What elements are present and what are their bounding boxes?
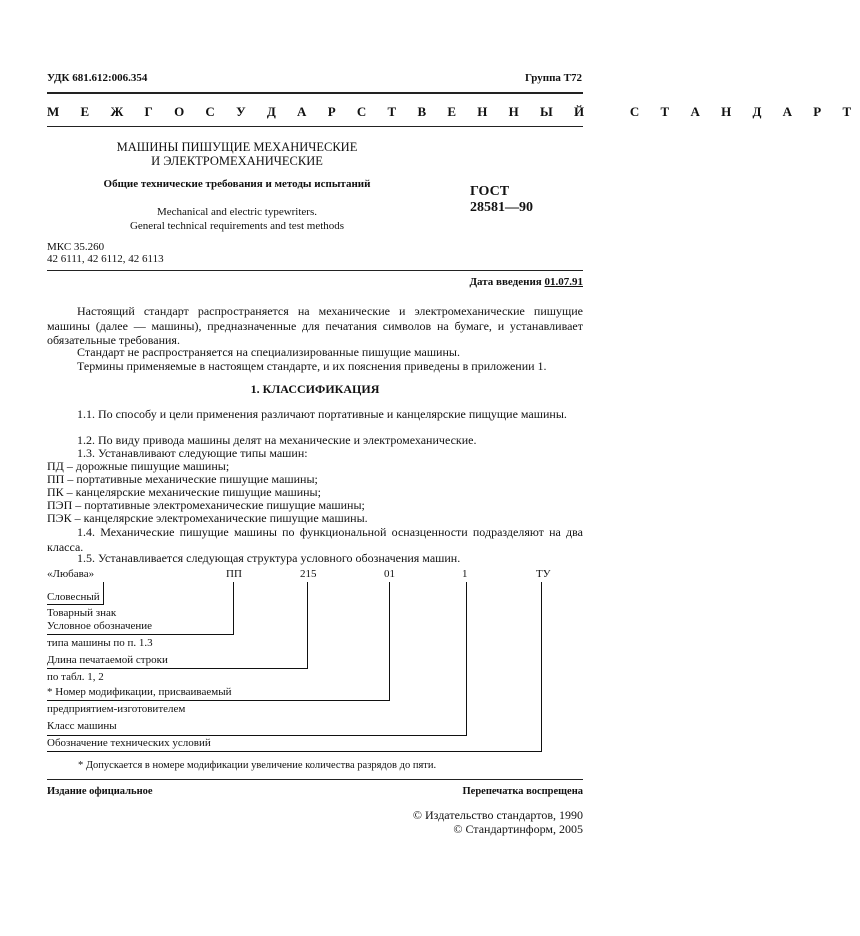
code-type: ПП <box>226 568 242 580</box>
okp-codes: 42 6111, 42 6112, 42 6113 <box>47 253 164 265</box>
footer-rule <box>47 779 583 780</box>
banner-rule <box>47 126 583 127</box>
connector-modification <box>389 582 390 700</box>
connector-length <box>307 582 308 668</box>
type-item: ПЭП – портативные электромеханические пишущие машины; <box>47 498 365 512</box>
hline-tu <box>47 751 542 752</box>
gost-block <box>470 184 533 216</box>
hline-modification <box>47 700 390 701</box>
connector-type <box>233 582 234 634</box>
codes-rule <box>47 270 583 271</box>
clause-1-2: 1.2. По виду привода машины делят на механические и электромеханические. <box>77 433 477 447</box>
label-manufacturer: предприятием-изготовителем <box>47 703 186 715</box>
hline-name <box>47 604 104 605</box>
section-1-heading: 1. КЛАССИФИКАЦИЯ <box>250 382 380 396</box>
top-rule <box>47 92 583 94</box>
group-code: Группа Т72 <box>524 72 582 84</box>
label-tech-conditions: Обозначение технических условий <box>47 737 211 749</box>
code-class: 1 <box>462 568 468 580</box>
intro-paragraph-1: Настоящий стандарт распространяется на механические и электромеханические пишущие машины (далее — машины), предназначенные для печатания символов на бумаге, и устанавливает обязательные требования. <box>47 304 583 347</box>
label-conventional: Условное обозначение <box>47 620 153 632</box>
type-item: ПП – портативные механические пишущие машины; <box>47 472 318 486</box>
label-table-ref: по табл. 1, 2 <box>47 671 104 683</box>
copyright-1990: © Издательство стандартов, 1990 <box>412 808 583 822</box>
label-machine-class: Класс машины <box>47 720 117 732</box>
hline-length <box>47 668 308 669</box>
intro-paragraph-3: Термины применяемые в настоящем стандарте, и их пояснения приведены в приложении 1. <box>77 359 547 373</box>
english-title-line-2: General technical requirements and test methods <box>129 220 345 232</box>
classification-codes <box>47 241 164 265</box>
label-modification: * Номер модификации, присваиваемый <box>47 686 232 698</box>
copyright-block <box>413 808 583 836</box>
intro-date-value: 01.07.91 <box>544 276 583 288</box>
code-modification: 01 <box>384 568 395 580</box>
title-line-2: И ЭЛЕКТРОМЕХАНИЧЕСКИЕ <box>151 154 323 168</box>
type-item: ПК – канцелярские механические пишущие машины; <box>47 485 321 499</box>
intro-date-label: Дата введения <box>469 276 542 288</box>
code-length: 215 <box>300 568 317 580</box>
type-item: ПД – дорожные пишущие машины; <box>47 459 230 473</box>
intro-date <box>469 276 583 288</box>
hline-type <box>47 634 234 635</box>
udk-code: УДК 681.612:006.354 <box>47 72 148 84</box>
copyright-2005: © Стандартинформ, 2005 <box>453 822 583 836</box>
clause-1-1: 1.1. По способу и цели применения различают портативные и канцелярские пищущие машины. <box>77 407 567 421</box>
standard-banner: М Е Ж Г О С У Д А Р С Т В Е Н Н Ы Й С Т А Н Д А Р Т <box>47 104 860 119</box>
title-subtitle: Общие технические требования и методы испытаний <box>103 178 371 190</box>
gost-number: 28581—90 <box>470 200 533 215</box>
mks-code: МКС 35.260 <box>47 241 105 253</box>
hline-class <box>47 735 467 736</box>
english-title <box>47 205 427 233</box>
connector-class <box>466 582 467 735</box>
edition-label: Издание официальное <box>47 786 153 797</box>
code-tu: ТУ <box>536 568 551 580</box>
label-type-ref: типа машины по п. 1.3 <box>47 637 153 649</box>
english-title-line-1: Mechanical and electric typewriters. <box>156 206 318 218</box>
title-line-1: МАШИНЫ ПИШУЩИЕ МЕХАНИЧЕСКИЕ <box>116 140 358 154</box>
intro-paragraph-2: Стандарт не распространяется на специализированные пишущие машины. <box>77 345 460 359</box>
label-verbal: Словесный <box>47 591 100 603</box>
label-trademark: Товарный знак <box>47 607 117 619</box>
code-name: «Любава» <box>47 568 95 580</box>
connector-tu <box>541 582 542 751</box>
clause-1-5: 1.5. Устанавливается следующая структура условного обозначения машин. <box>77 551 461 565</box>
clause-1-3: 1.3. Устанавливают следующие типы машин: <box>77 446 308 460</box>
type-item: ПЭК – канцелярские электромеханические пишущие машины. <box>47 511 368 525</box>
clause-1-4: 1.4. Механические пишущие машины по функциональной осназценности подразделяют на два класса. <box>47 525 583 554</box>
footnote: * Допускается в номере модификации увеличение количества разрядов до пяти. <box>78 760 437 771</box>
reprint-label: Перепечатка воспрещена <box>462 786 583 797</box>
connector-name <box>103 582 104 604</box>
label-line-length: Длина печатаемой строки <box>47 654 168 666</box>
gost-label: ГОСТ <box>470 184 510 199</box>
title-block <box>47 140 427 168</box>
